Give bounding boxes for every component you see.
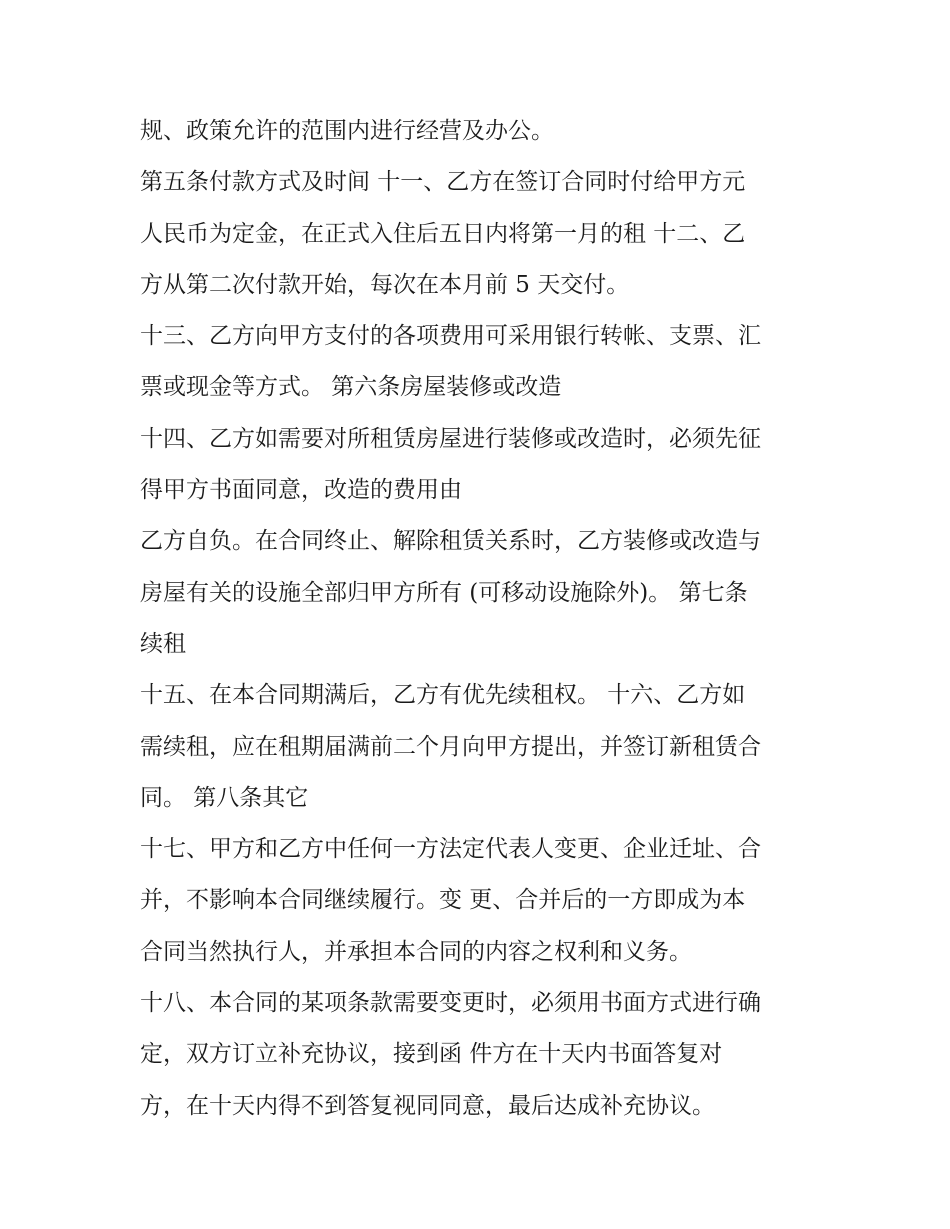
text-line: 定，双方订立补充协议，接到函 件方在十天内书面答复对 xyxy=(140,1041,723,1068)
text-line: 续租 xyxy=(140,630,186,657)
text-line: 十五、在本合同期满后，乙方有优先续租权。 十六、乙方如 xyxy=(140,682,746,709)
text-line: 规、政策允许的范围内进行经营及办公。 xyxy=(140,118,554,144)
text-line: 房屋有关的设施全部归甲方所有 (可移动设施除外)。 第七条 xyxy=(140,579,748,606)
text-line: 方从第二次付款开始，每次在本月前 5 天交付。 xyxy=(140,271,630,298)
text-line: 十四、乙方如需要对所租赁房屋进行装修或改造时，必须先征 xyxy=(140,425,761,452)
text-line: 十三、乙方向甲方支付的各项费用可采用银行转帐、支票、汇 xyxy=(140,323,761,350)
text-line: 同。 第八条其它 xyxy=(140,784,309,811)
contract-text-body xyxy=(140,106,820,1132)
text-line: 十七、甲方和乙方中任何一方法定代表人变更、企业迁址、合 xyxy=(140,836,761,863)
text-line: 合同当然执行人，并承担本合同的内容之权利和义务。 xyxy=(140,938,692,965)
text-line: 第五条付款方式及时间 十一、乙方在签订合同时付给甲方元 xyxy=(140,169,746,196)
text-line: 十八、本合同的某项条款需要变更时，必须用书面方式进行确 xyxy=(140,990,761,1017)
text-line: 并，不影响本合同继续履行。变 更、合并后的一方即成为本 xyxy=(140,887,746,914)
text-line: 需续租，应在租期届满前二个月向甲方提出，并签订新租赁合 xyxy=(140,733,761,760)
text-line: 方，在十天内得不到答复视同同意，最后达成补充协议。 xyxy=(140,1092,715,1119)
text-line: 得甲方书面同意，改造的费用由 xyxy=(140,477,462,504)
text-line: 人民币为定金，在正式入住后五日内将第一月的租 十二、乙 xyxy=(140,220,746,247)
text-line: 票或现金等方式。 第六条房屋装修或改造 xyxy=(140,374,562,401)
text-line: 乙方自负。在合同终止、解除租赁关系时，乙方装修或改造与 xyxy=(140,528,761,555)
